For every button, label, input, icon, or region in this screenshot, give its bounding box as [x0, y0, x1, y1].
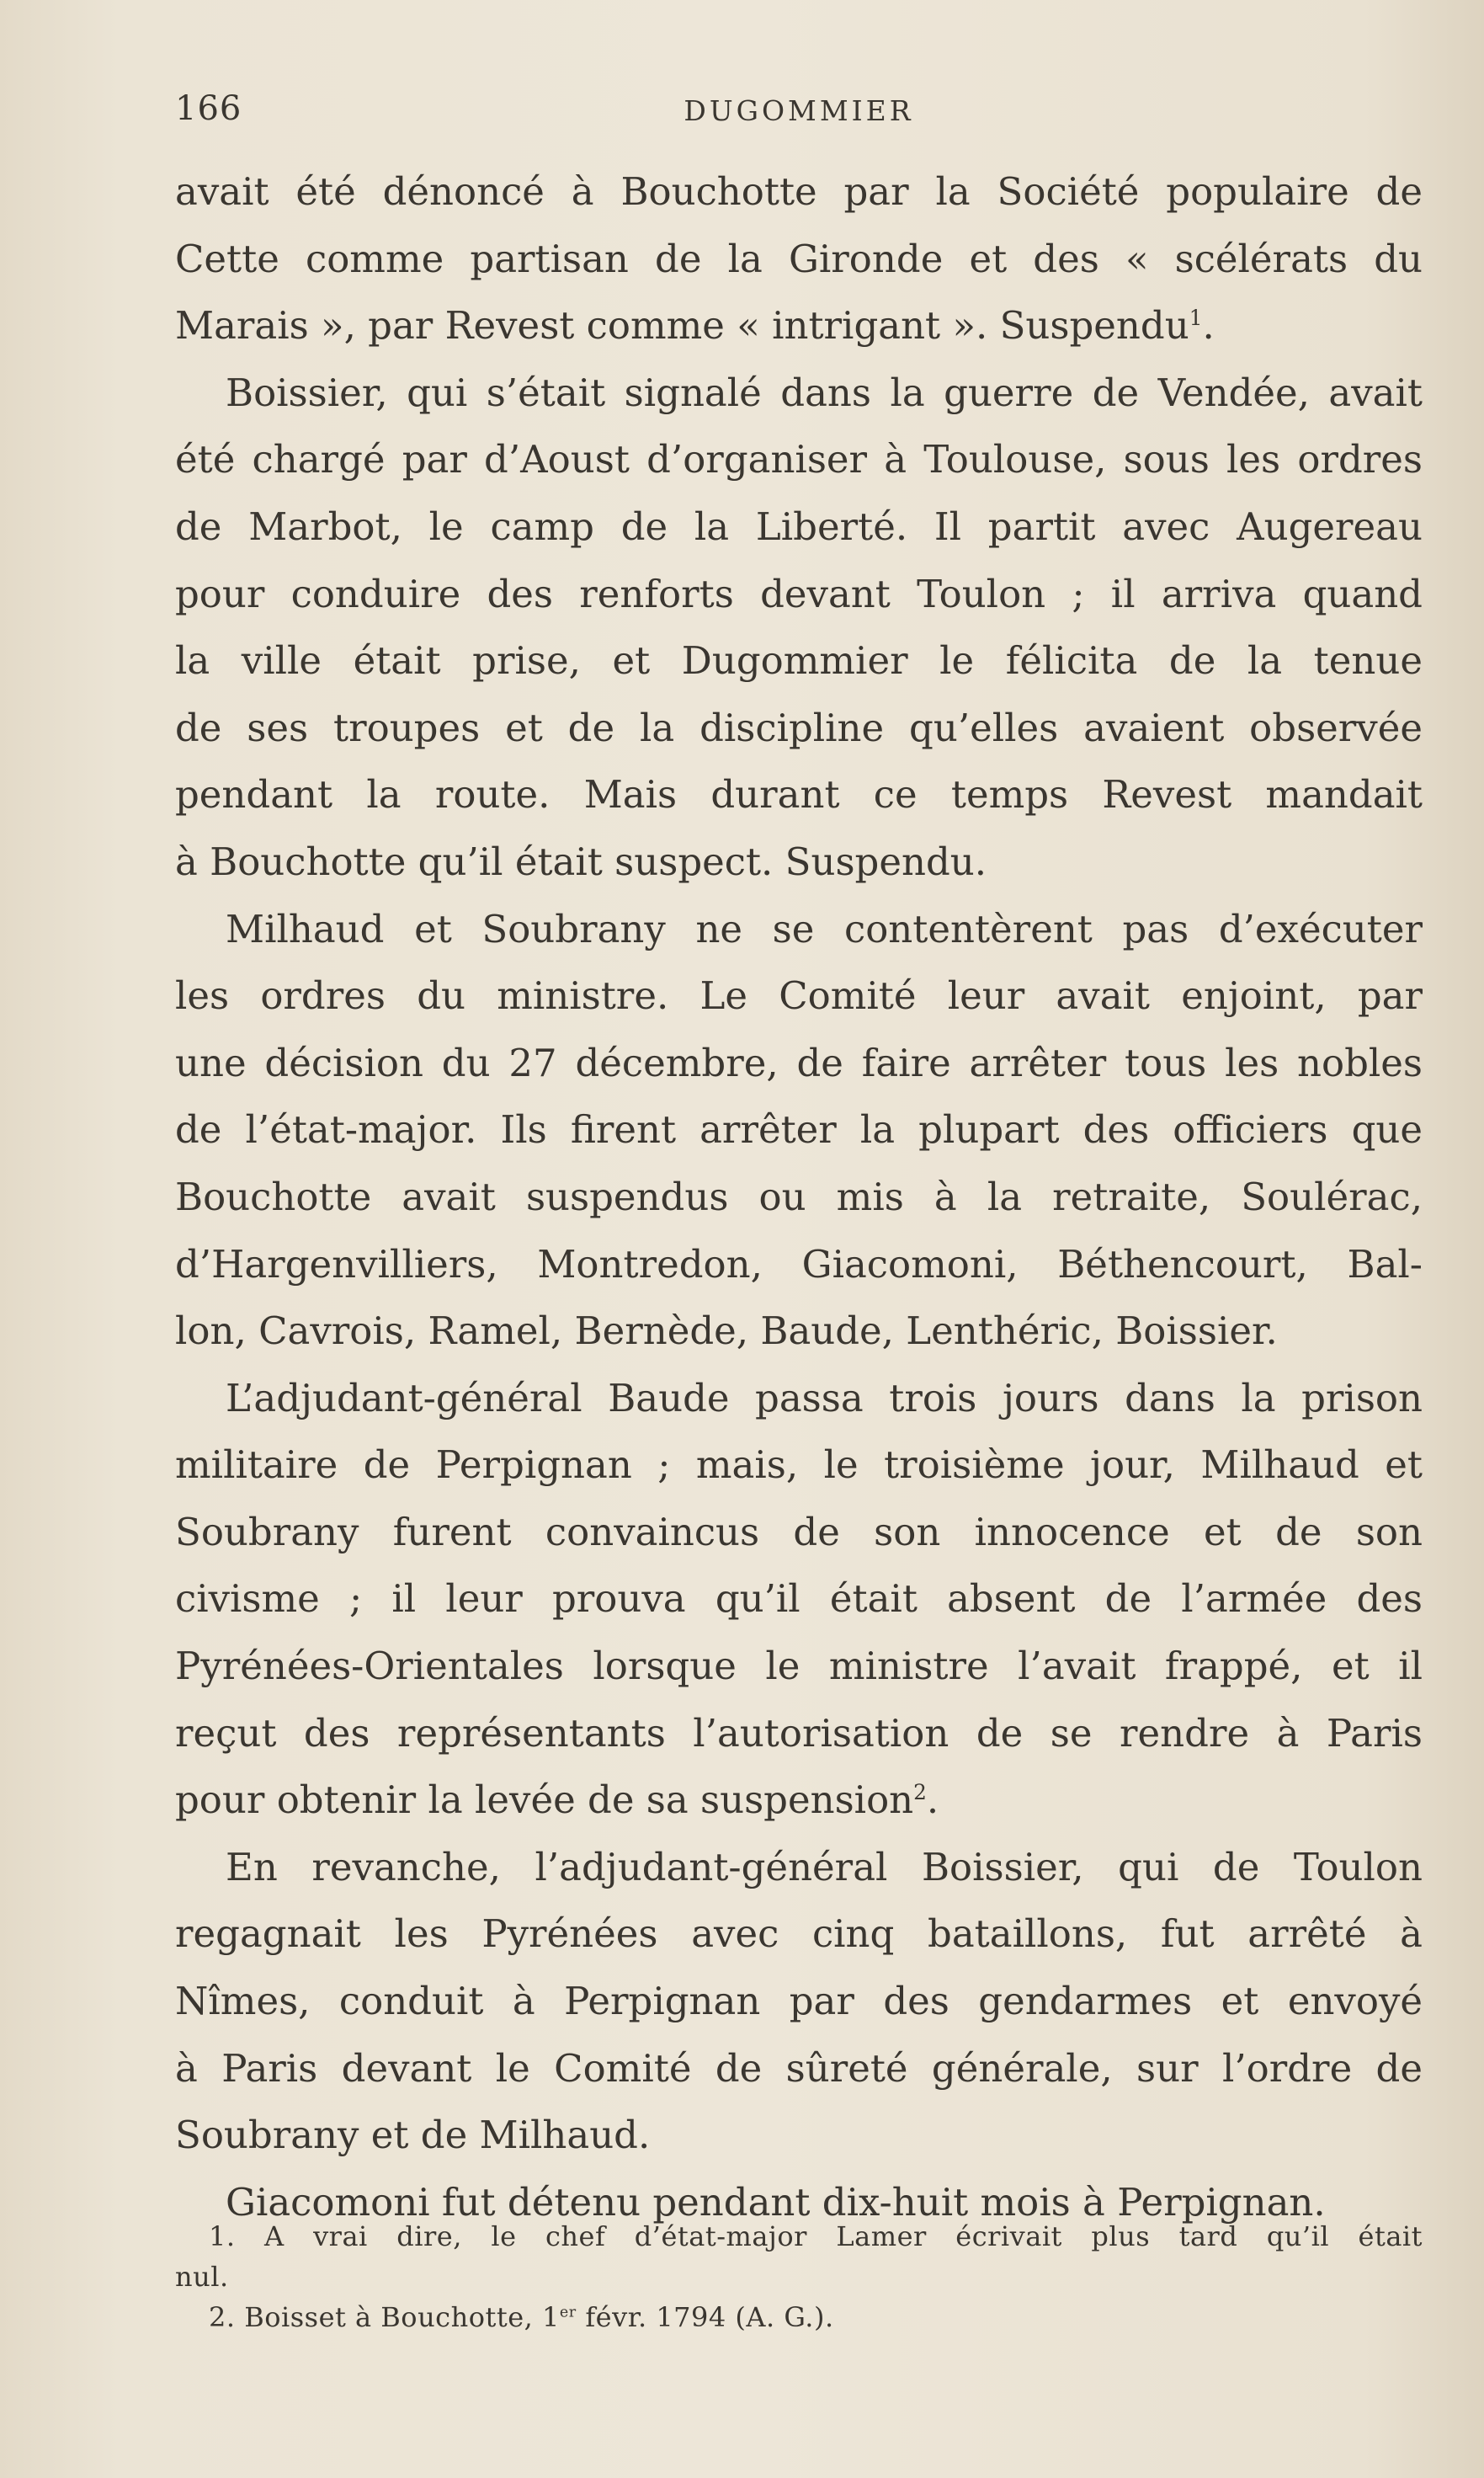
text-line-text: Boissier, qui s’était signalé dans la guerre de Vendée, avait: [226, 370, 1423, 415]
text-line-text: pour conduire des renforts devant Toulon ; il arriva quand: [175, 571, 1423, 616]
text-line-text: à Bouchotte qu’il était suspect. Suspendu.: [175, 839, 987, 884]
footnote-line-tail: févr. 1794 (A. G.).: [576, 2301, 834, 2333]
text-line: [175, 896, 1423, 963]
text-line: [175, 561, 1423, 628]
text-line-text: à Paris devant le Comité de sûreté générale, sur l’ordre de: [175, 2045, 1423, 2091]
footnote-line: [175, 2297, 1423, 2337]
footnote-line: [175, 2257, 1423, 2297]
text-line: [175, 1096, 1423, 1164]
text-line-text: une décision du 27 décembre, de faire arrêter tous les nobles: [175, 1040, 1423, 1085]
text-line-text: de ses troupes et de la discipline qu’elles avaient observée: [175, 705, 1423, 750]
text-line: [175, 761, 1423, 829]
text-line: [175, 1231, 1423, 1298]
text-line: [175, 1834, 1423, 1901]
text-line: [175, 1900, 1423, 1968]
page-number: 166: [175, 89, 242, 128]
text-line-tail: .: [1202, 303, 1215, 349]
text-line: [175, 1164, 1423, 1231]
text-line-text: pendant la route. Mais durant ce temps Revest mandait: [175, 772, 1423, 818]
text-line: [175, 1700, 1423, 1767]
text-line: [175, 292, 1423, 360]
text-line-tail: .: [926, 1777, 939, 1823]
text-line-text: Nîmes, conduit à Perpignan par des gendarmes et envoyé: [175, 1979, 1423, 2024]
text-line-text: de l’état-major. Ils firent arrêter la plupart des officiers que: [175, 1107, 1423, 1153]
footnote-line-text: 1. A vrai dire, le chef d’état-major Lamer écrivait plus tard qu’il était: [209, 2220, 1423, 2252]
text-line: [175, 1431, 1423, 1499]
text-line-text: été chargé par d’Aoust d’organiser à Toulouse, sous les ordres: [175, 437, 1423, 482]
footnote-marker: er: [559, 2304, 577, 2321]
text-line-text: les ordres du ministre. Le Comité leur avait enjoint, par: [175, 973, 1423, 1019]
page-header: [175, 83, 1423, 133]
running-title: DUGOMMIER: [683, 94, 914, 127]
text-line-text: regagnait les Pyrénées avec cinq bataillons, fut arrêté à: [175, 1911, 1423, 1957]
text-line-text: lon, Cavrois, Ramel, Bernède, Baude, Lenthéric, Boissier.: [175, 1308, 1278, 1354]
text-line: [175, 1767, 1423, 1834]
text-line: [175, 695, 1423, 762]
text-line-text: avait été dénoncé à Bouchotte par la Société populaire de: [175, 169, 1423, 214]
text-line-text: de Marbot, le camp de la Liberté. Il partit avec Augereau: [175, 504, 1423, 549]
text-line: [175, 1565, 1423, 1633]
text-line: [175, 1298, 1423, 1365]
text-line-text: Soubrany et de Milhaud.: [175, 2113, 651, 2158]
text-line-text: d’Hargenvilliers, Montredon, Giacomoni, Béthencourt, Bal-: [175, 1241, 1423, 1287]
text-line-text: la ville était prise, et Dugommier le félicita de la tenue: [175, 638, 1423, 684]
text-line-text: En revanche, l’adjudant-général Boissier, qui de Toulon: [226, 1844, 1423, 1889]
text-line: [175, 2035, 1423, 2102]
footnote-marker: 1: [1189, 306, 1203, 331]
text-line: [175, 226, 1423, 293]
text-line-text: civisme ; il leur prouva qu’il était absent de l’armée des: [175, 1576, 1423, 1622]
footnote-line: [175, 2216, 1423, 2257]
text-line: [175, 1365, 1423, 1432]
text-line: [175, 360, 1423, 427]
text-line: [175, 829, 1423, 896]
text-line: [175, 426, 1423, 493]
text-line: [175, 493, 1423, 561]
text-line: [175, 1499, 1423, 1566]
text-line: [175, 1968, 1423, 2035]
text-line: [175, 962, 1423, 1030]
text-line: [175, 627, 1423, 695]
text-line-text: pour obtenir la levée de sa suspension: [175, 1777, 914, 1823]
text-line-text: Cette comme partisan de la Gironde et des « scélérats du: [175, 236, 1423, 281]
text-line: [175, 1030, 1423, 1097]
text-line-text: Giacomoni fut détenu pendant dix-huit mois à Perpignan.: [226, 2179, 1326, 2225]
text-line-text: Soubrany furent convaincus de son innocence et de son: [175, 1509, 1423, 1554]
footnote-line-text: nul.: [175, 2261, 229, 2293]
text-line-text: Milhaud et Soubrany ne se contentèrent pas d’exécuter: [226, 906, 1423, 951]
footnotes: [175, 2216, 1423, 2337]
text-line: [175, 1633, 1423, 1700]
text-line-text: Bouchotte avait suspendus ou mis à la retraite, Soulérac,: [175, 1174, 1423, 1219]
footnote-marker: 2: [913, 1780, 927, 1805]
text-line-text: militaire de Perpignan ; mais, le troisième jour, Milhaud et: [175, 1442, 1423, 1488]
text-line-text: Pyrénées-Orientales lorsque le ministre l’avait frappé, et il: [175, 1644, 1423, 1689]
text-line: [175, 2102, 1423, 2169]
footnote-line-text: 2. Boisset à Bouchotte, 1: [209, 2301, 560, 2333]
text-line: [175, 158, 1423, 226]
body-text: [175, 158, 1423, 2236]
text-line-text: Marais », par Revest comme « intrigant ». Suspendu: [175, 303, 1189, 349]
text-line-text: L’adjudant-général Baude passa trois jours dans la prison: [226, 1375, 1423, 1420]
text-line-text: reçut des représentants l’autorisation de se rendre à Paris: [175, 1710, 1423, 1756]
